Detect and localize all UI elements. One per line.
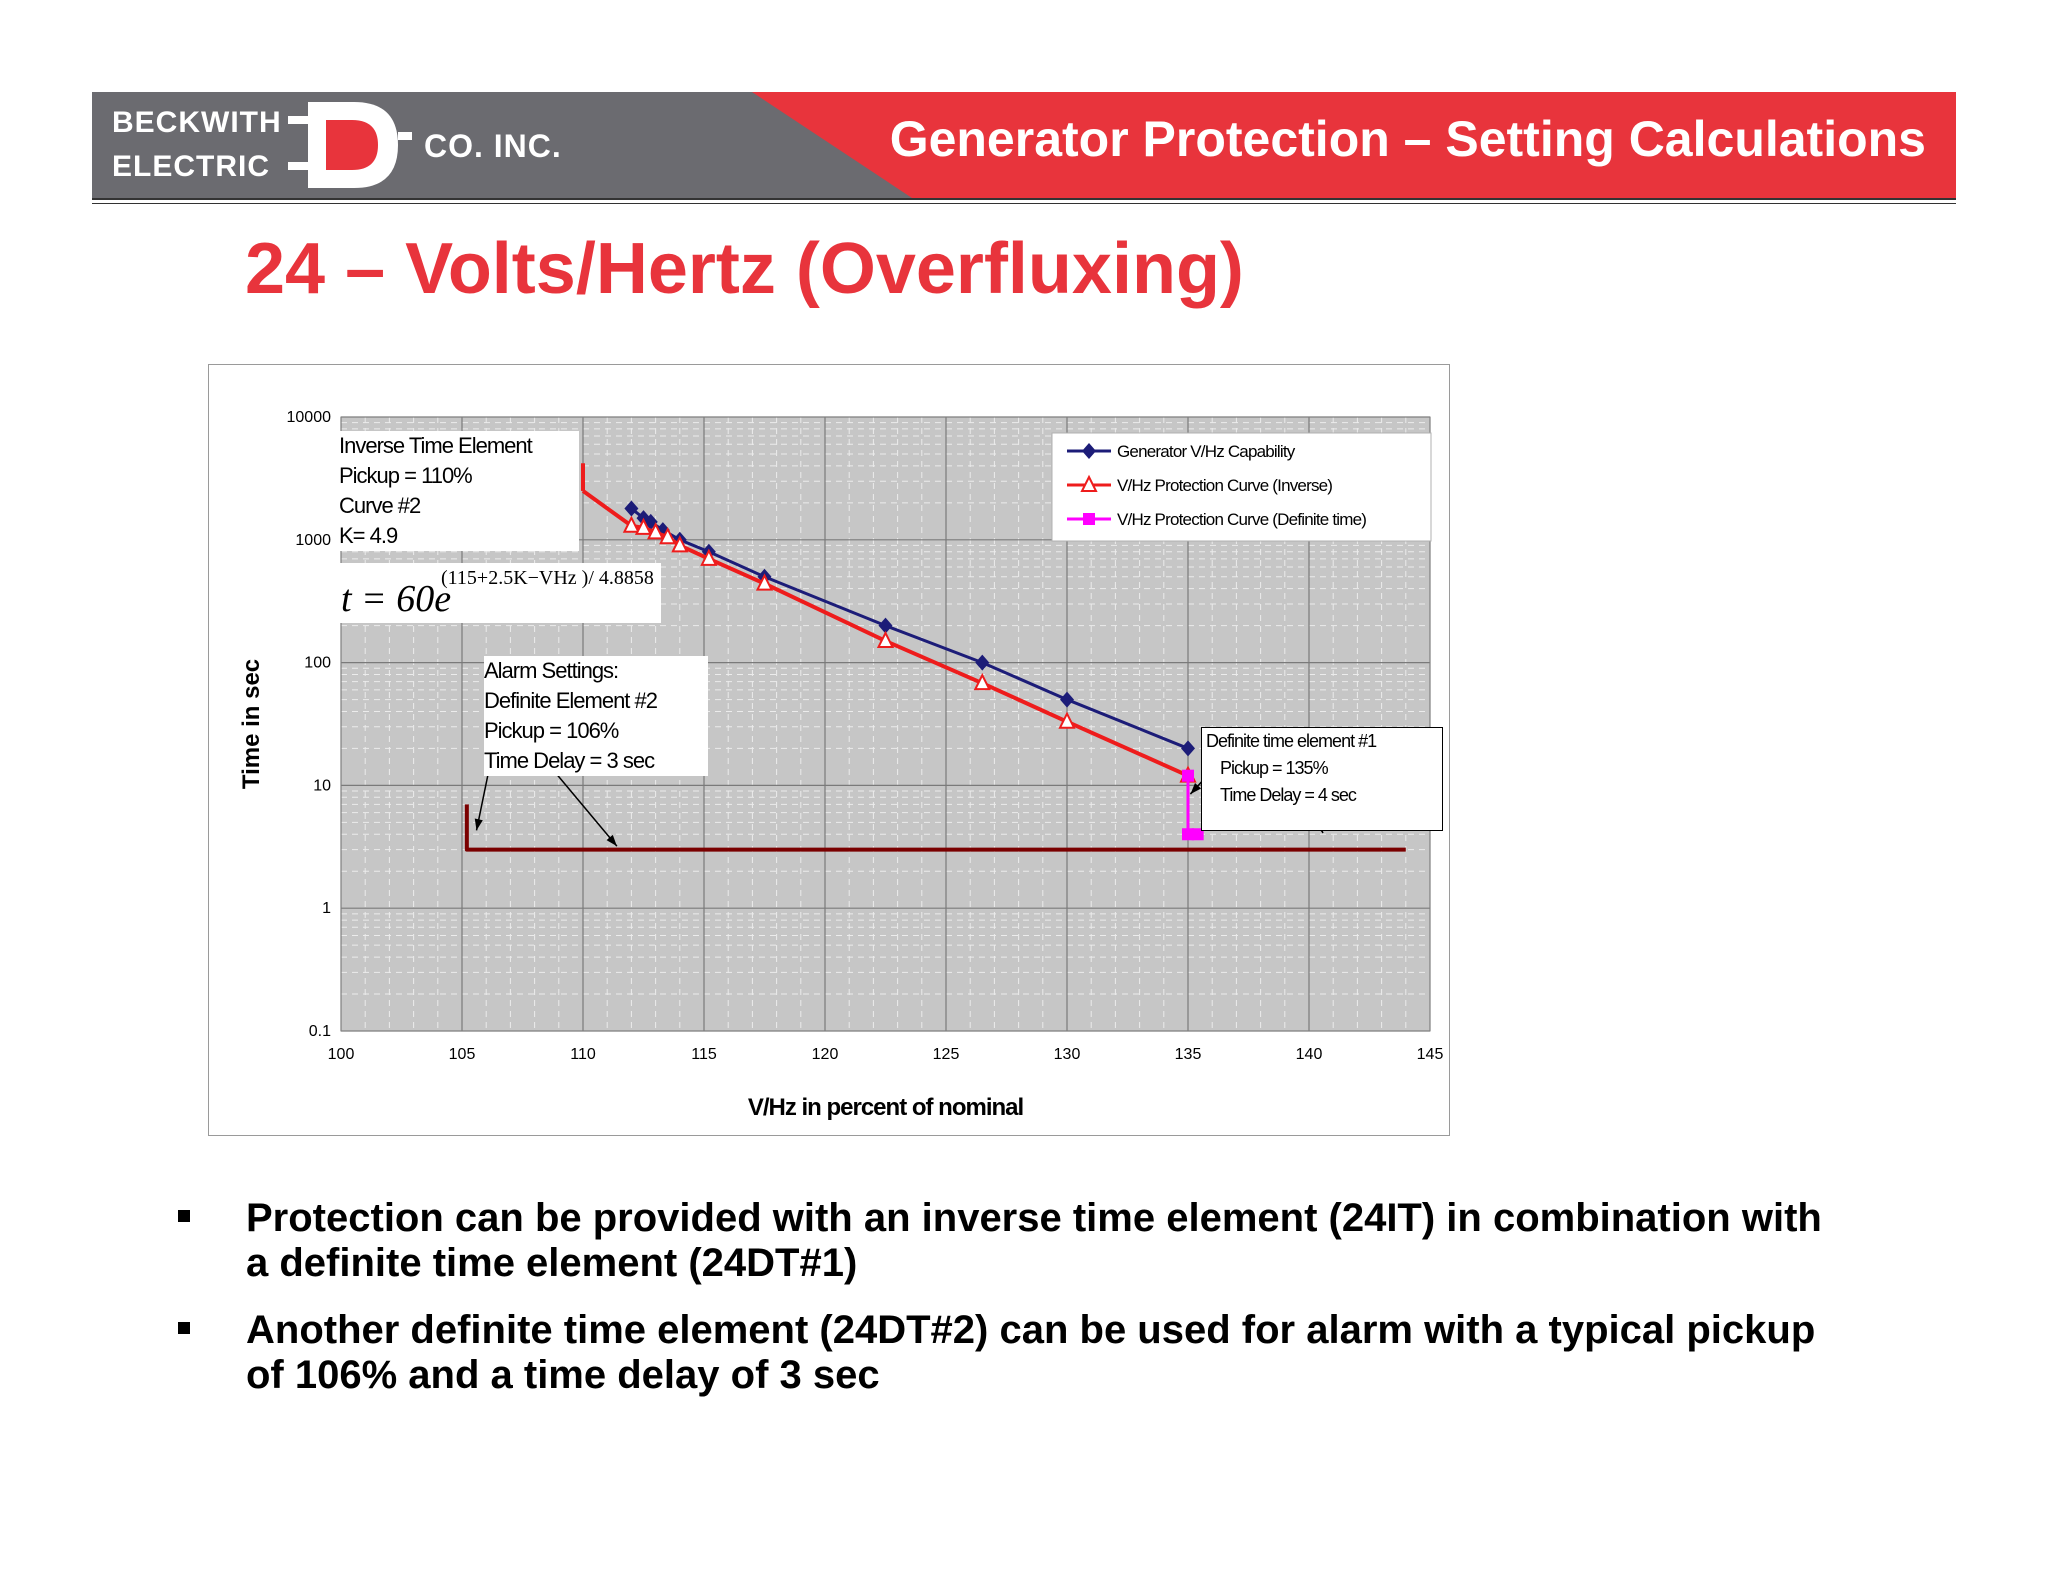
slide-title: 24 – Volts/Hertz (Overfluxing) — [245, 229, 1244, 309]
header-rule-2 — [92, 203, 1956, 204]
legend-label: Generator V/Hz Capability — [1117, 442, 1295, 461]
logo-d-inner — [326, 120, 378, 170]
header-title: Generator Protection – Setting Calculations — [889, 111, 1926, 167]
x-tick-label: 135 — [1174, 1046, 1202, 1063]
x-tick-label: 110 — [570, 1046, 596, 1063]
logo-suffix: CO. INC. — [424, 128, 562, 164]
formula-exponent: (115+2.5K−VHz )/ 4.8858 — [441, 567, 654, 589]
bullet-square-icon — [178, 1210, 190, 1222]
bullet-text: Protection can be provided with an inverse time element (24IT) in combination with a definite time element (24DT#1) — [246, 1196, 1822, 1285]
x-tick-label: 145 — [1416, 1046, 1444, 1063]
logo-line1: BECKWITH — [112, 106, 282, 139]
alarm-line-1: Alarm Settings: — [484, 658, 619, 683]
logo-bar-right — [398, 132, 412, 140]
bullet-item — [178, 1196, 1838, 1286]
bullet-text: Another definite time element (24DT#2) can be used for alarm with a typical pickup of 106% and a time delay of 3 sec — [246, 1308, 1816, 1397]
logo-bar-top — [288, 116, 308, 124]
y-tick-label: 1000 — [295, 531, 331, 549]
x-tick-label: 130 — [1053, 1046, 1081, 1063]
definite-line-1: Definite time element #1 — [1206, 731, 1377, 751]
x-tick-label: 140 — [1295, 1046, 1323, 1063]
formula-base: t = 60e — [341, 578, 452, 620]
x-tick-label: 125 — [932, 1046, 960, 1063]
bullet-list — [178, 1196, 1838, 1420]
header-banner — [92, 92, 1956, 198]
inverse-line-3: Curve #2 — [339, 493, 421, 518]
y-tick-label: 10000 — [286, 409, 331, 426]
alarm-line-4: Time Delay = 3 sec — [484, 748, 655, 773]
inverse-line-2: Pickup = 110% — [339, 463, 472, 488]
y-tick-label: 0.1 — [308, 1023, 331, 1040]
y-axis-title: Time in sec — [238, 658, 265, 790]
definite-line-3: Time Delay = 4 sec — [1220, 785, 1356, 805]
alarm-line-2: Definite Element #2 — [484, 688, 657, 713]
legend-label: V/Hz Protection Curve (Inverse) — [1117, 476, 1333, 495]
chart-frame — [208, 364, 1450, 1136]
header-rule-1 — [92, 198, 1956, 200]
definite-annotation — [1201, 727, 1443, 831]
alarm-annotation — [484, 656, 708, 776]
legend-swatch-marker — [1083, 513, 1095, 525]
data-point — [1182, 770, 1194, 782]
x-tick-label: 115 — [691, 1046, 717, 1063]
legend-label: V/Hz Protection Curve (Definite time) — [1117, 510, 1367, 529]
x-tick-label: 100 — [327, 1046, 355, 1063]
bullet-square-icon — [178, 1322, 190, 1334]
x-tick-label: 120 — [811, 1046, 839, 1063]
logo-bar-bottom — [288, 162, 308, 170]
logo-line2: ELECTRIC — [112, 150, 270, 183]
inverse-formula — [339, 563, 661, 623]
y-tick-label: 100 — [304, 654, 331, 672]
bullet-item — [178, 1308, 1838, 1398]
x-axis-title: V/Hz in percent of nominal — [747, 1094, 1024, 1121]
legend — [1052, 433, 1431, 541]
x-tick-label: 105 — [448, 1046, 476, 1063]
inverse-annotation — [339, 431, 579, 551]
inverse-line-1: Inverse Time Element — [339, 433, 532, 458]
y-tick-label: 10 — [313, 777, 331, 795]
alarm-line-3: Pickup = 106% — [484, 718, 619, 743]
inverse-line-4: K= 4.9 — [339, 523, 398, 548]
y-tick-label: 1 — [322, 900, 331, 918]
definite-line-2: Pickup = 135% — [1220, 758, 1328, 778]
